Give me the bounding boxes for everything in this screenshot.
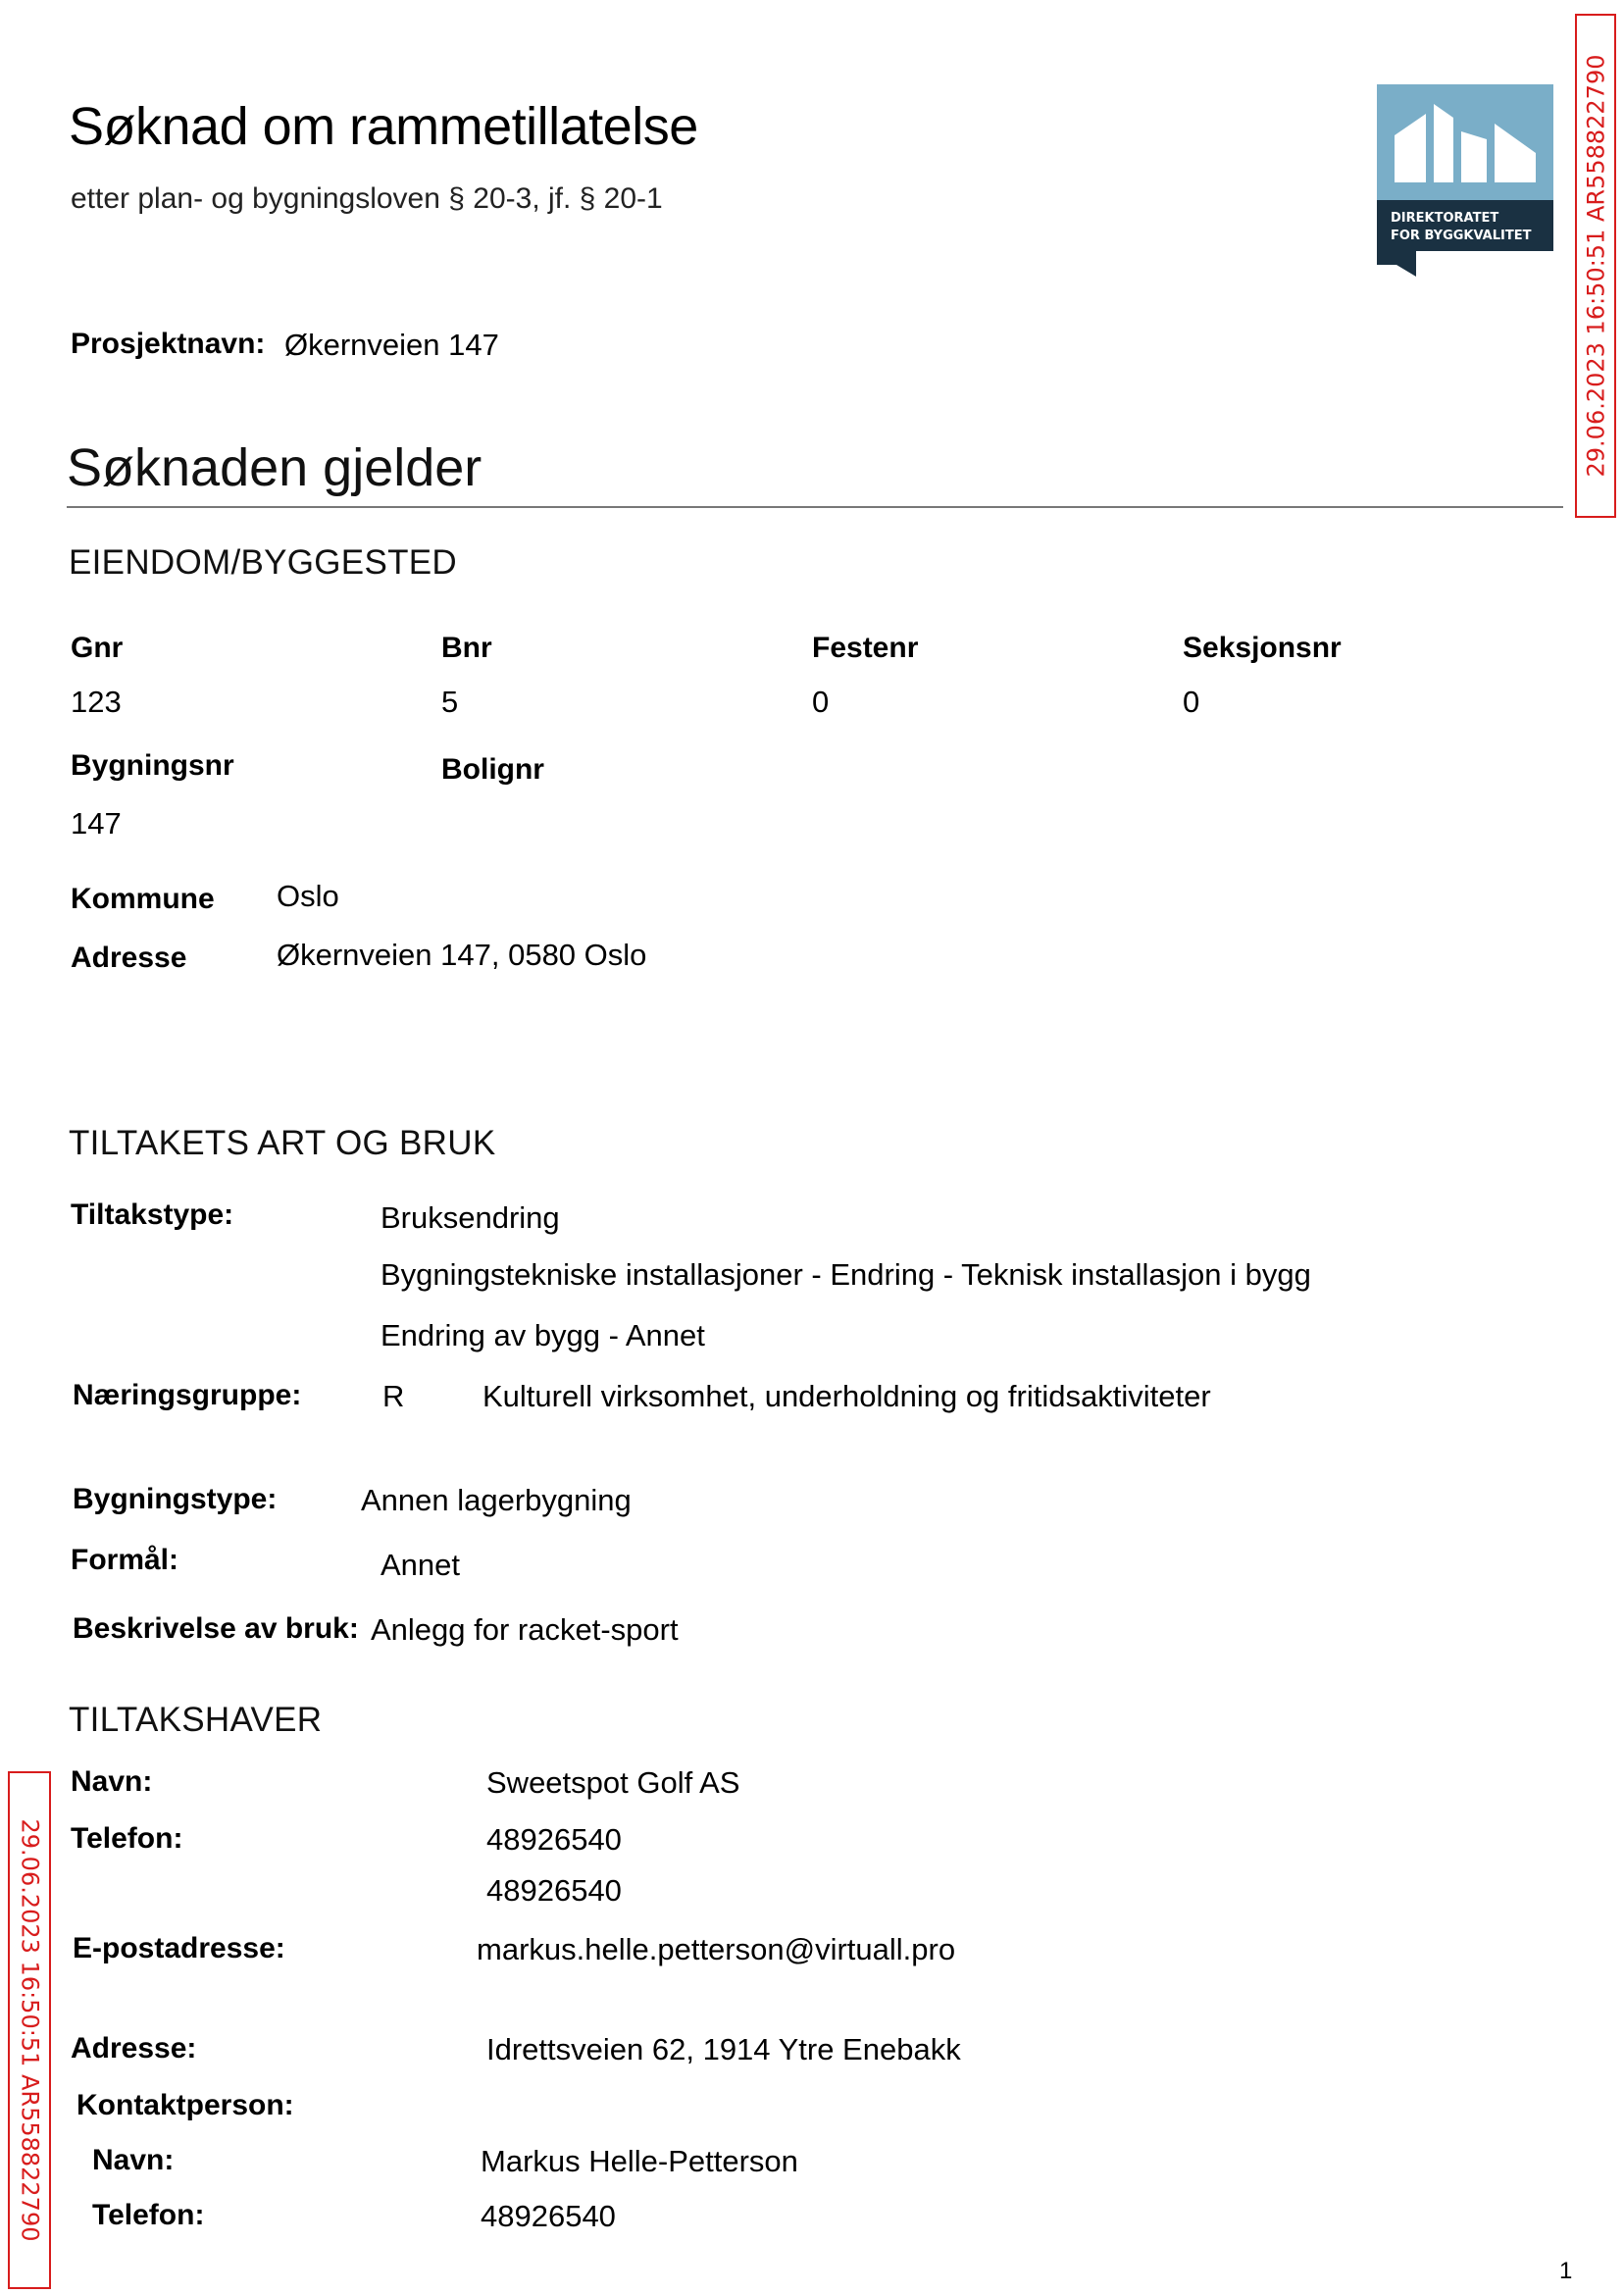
document-title: Søknad om rammetillatelse xyxy=(69,97,698,156)
tiltakshaver-telefon-value: 48926540 xyxy=(486,1873,622,1908)
eiendom-heading: EIENDOM/BYGGESTED xyxy=(69,543,457,582)
section-title: Søknaden gjelder xyxy=(67,438,482,497)
naeringsgruppe-text: Kulturell virksomhet, underholdning og fritidsaktiviteter xyxy=(482,1379,1211,1413)
kontaktperson-label: Kontaktperson: xyxy=(76,2089,294,2121)
bygningstype-value: Annen lagerbygning xyxy=(361,1483,632,1517)
tiltakshaver-heading: TILTAKSHAVER xyxy=(69,1701,323,1739)
bnr-label: Bnr xyxy=(441,632,492,664)
formal-value: Annet xyxy=(381,1548,461,1582)
logo-line2: FOR BYGGKVALITET xyxy=(1391,229,1532,243)
date-stamp-top xyxy=(1575,14,1616,518)
kommune-value: Oslo xyxy=(277,879,339,913)
epost-label: E-postadresse: xyxy=(73,1932,285,1964)
tiltakstype-label: Tiltakstype: xyxy=(71,1198,234,1231)
stamp-text: 29.06.2023 16:50:51 AR558822790 xyxy=(16,1818,44,2242)
adresse-label: Adresse xyxy=(71,942,187,974)
tiltakshaver-telefon-value: 48926540 xyxy=(486,1822,622,1857)
bygningstype-label: Bygningstype: xyxy=(73,1483,278,1515)
kontakt-telefon-value: 48926540 xyxy=(481,2199,616,2233)
tiltakshaver-navn-label: Navn: xyxy=(71,1765,153,1798)
kontakt-navn-value: Markus Helle-Petterson xyxy=(481,2144,798,2178)
bygningsnr-value: 147 xyxy=(71,806,122,841)
tiltakstype-item: Bruksendring xyxy=(381,1200,560,1235)
naeringsgruppe-label: Næringsgruppe: xyxy=(73,1379,302,1411)
tiltakshaver-navn-value: Sweetspot Golf AS xyxy=(486,1765,740,1800)
page-number: 1 xyxy=(1559,2258,1573,2284)
beskrivelse-label: Beskrivelse av bruk: xyxy=(73,1612,359,1645)
tiltakshaver-adresse-label: Adresse: xyxy=(71,2032,197,2065)
kommune-label: Kommune xyxy=(71,883,215,915)
section-divider xyxy=(67,506,1563,508)
epost-value: markus.helle.petterson@virtuall.pro xyxy=(477,1932,956,1966)
gnr-label: Gnr xyxy=(71,632,124,664)
stamp-text: 29.06.2023 16:50:51 AR558822790 xyxy=(1582,54,1610,478)
beskrivelse-value: Anlegg for racket-sport xyxy=(371,1612,679,1647)
festenr-label: Festenr xyxy=(812,632,919,664)
document-subtitle: etter plan- og bygningsloven § 20-3, jf. § 20-1 xyxy=(71,182,663,215)
formal-label: Formål: xyxy=(71,1544,179,1576)
bygningsnr-label: Bygningsnr xyxy=(71,749,234,782)
kontakt-navn-label: Navn: xyxy=(92,2144,175,2176)
project-value: Økernveien 147 xyxy=(284,328,499,362)
festenr-value: 0 xyxy=(812,685,830,719)
tiltakshaver-adresse-value: Idrettsveien 62, 1914 Ytre Enebakk xyxy=(486,2032,961,2066)
tiltakstype-item: Endring av bygg - Annet xyxy=(381,1318,705,1352)
logo-line1: DIREKTORATET xyxy=(1391,211,1499,226)
bnr-value: 5 xyxy=(441,685,459,719)
tiltak-heading: TILTAKETS ART OG BRUK xyxy=(69,1124,496,1162)
tiltakshaver-telefon-label: Telefon: xyxy=(71,1822,183,1855)
kontakt-telefon-label: Telefon: xyxy=(92,2199,205,2231)
tiltakstype-item: Bygningstekniske installasjoner - Endring - Teknisk installasjon i bygg xyxy=(381,1257,1311,1292)
dibk-logo xyxy=(1377,84,1553,277)
gnr-value: 123 xyxy=(71,685,122,719)
adresse-value: Økernveien 147, 0580 Oslo xyxy=(277,938,647,972)
seksjonsnr-label: Seksjonsnr xyxy=(1183,632,1342,664)
bolignr-label: Bolignr xyxy=(441,753,544,786)
date-stamp-side xyxy=(8,1771,51,2289)
seksjonsnr-value: 0 xyxy=(1183,685,1200,719)
naeringsgruppe-code: R xyxy=(382,1379,405,1413)
project-label: Prosjektnavn: xyxy=(71,328,266,360)
